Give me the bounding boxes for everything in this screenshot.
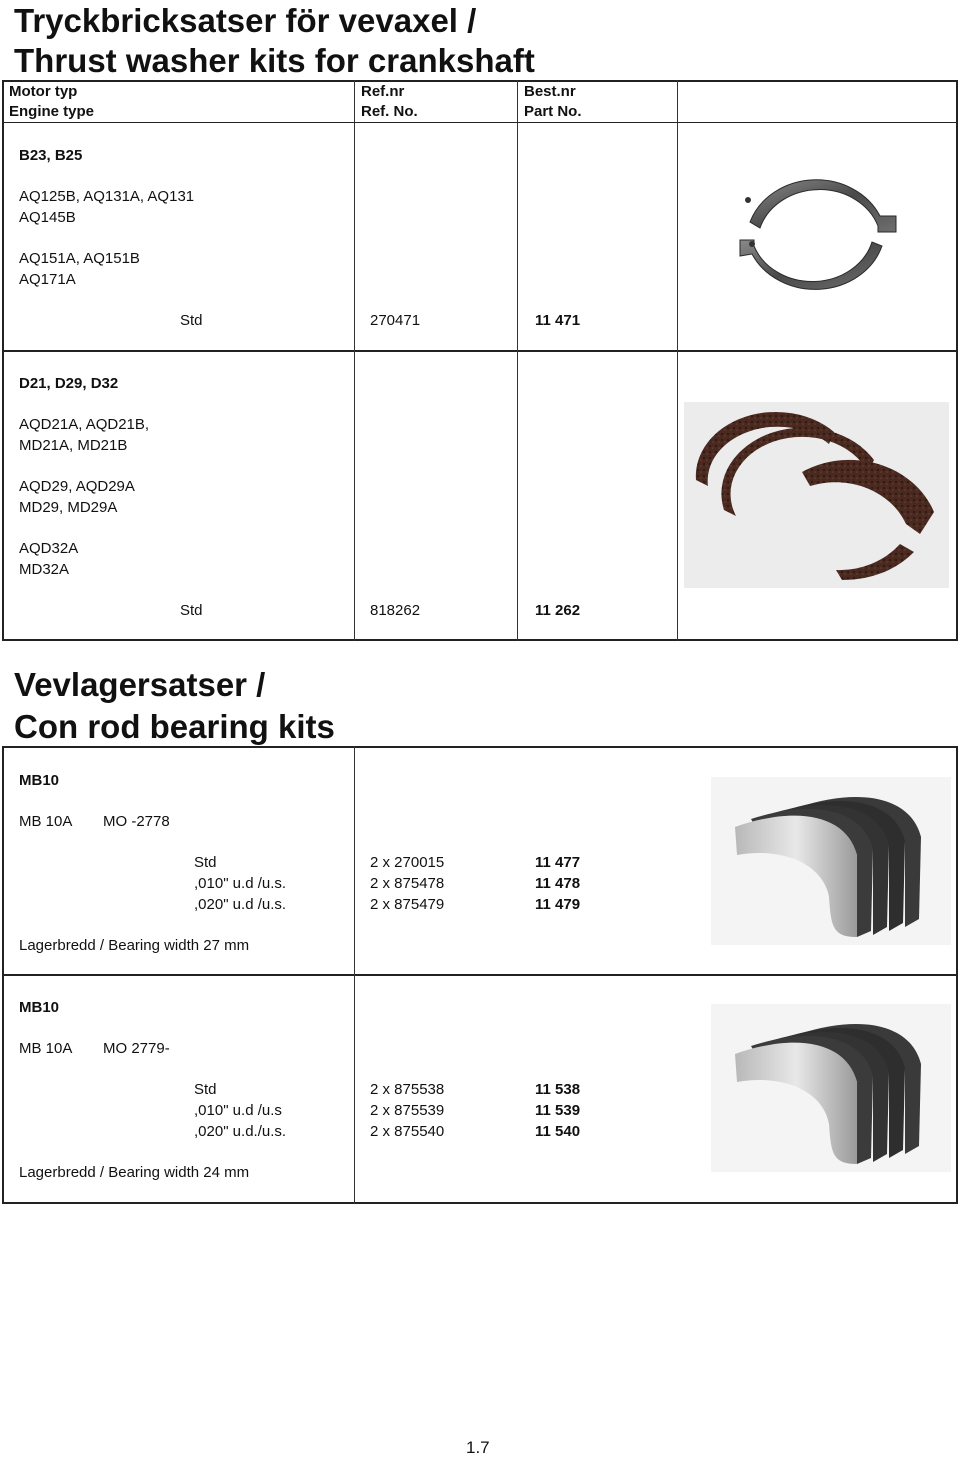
size: ,010" u.d /u.s. (194, 875, 287, 892)
ref-no: 2 x 875478 (370, 875, 445, 892)
header-engine-type: Motor typ Engine type (9, 83, 95, 120)
header-ref-no: Ref.nr Ref. No. (361, 83, 418, 120)
col-divider-ref (354, 80, 355, 641)
model-line: AQ125B, AQ131A, AQ131 (19, 188, 195, 205)
section-title-conrod-en: Con rod bearing kits (14, 708, 335, 745)
col-divider-part (517, 80, 518, 641)
col-divider-image (677, 80, 678, 641)
model-line: MD21A, MD21B (19, 437, 128, 454)
ref-no: 2 x 875538 (370, 1081, 445, 1098)
size-std: Std (180, 312, 203, 329)
section-title-thrust-en: Thrust washer kits for crankshaft (14, 42, 535, 79)
engine-group-b23: B23, B25 (19, 147, 83, 164)
part-no: 11 479 (535, 896, 581, 913)
engine-group-mb10: MB10 (19, 772, 60, 789)
size: Std (194, 1081, 217, 1098)
ref-no: 2 x 875479 (370, 896, 445, 913)
con-rod-bearing-image (711, 777, 951, 945)
col-divider-ref (354, 746, 355, 1204)
row-divider (2, 974, 958, 976)
model-line: AQD29, AQD29A (19, 478, 135, 495)
size: ,010" u.d /u.s (194, 1102, 282, 1119)
section-title-thrust-sv: Tryckbricksatser för vevaxel / (14, 2, 477, 39)
ref-no: 2 x 875539 (370, 1102, 445, 1119)
part-no: 11 471 (535, 312, 581, 329)
size: ,020" u.d /u.s. (194, 896, 287, 913)
ref-no: 2 x 270015 (370, 854, 445, 871)
con-rod-bearing-image (711, 1004, 951, 1172)
header-divider (2, 122, 958, 123)
row-divider (2, 350, 958, 352)
part-no: 11 262 (535, 602, 581, 619)
bearing-width-note: Lagerbredd / Bearing width 27 mm (19, 937, 250, 954)
model-line: AQ151A, AQ151B (19, 250, 140, 267)
thrust-washer-steel-image (732, 160, 904, 310)
ref-no: 2 x 875540 (370, 1123, 445, 1140)
part-no: 11 477 (535, 854, 581, 871)
model-line: MD29, MD29A (19, 499, 118, 516)
model-line: AQ171A (19, 271, 76, 288)
size: Std (194, 854, 217, 871)
bearing-width-note: Lagerbredd / Bearing width 24 mm (19, 1164, 250, 1181)
thrust-washer-coated-image (684, 402, 949, 588)
model: MB 10A (19, 1040, 73, 1057)
model-line: AQD21A, AQD21B, (19, 416, 150, 433)
model-code: MO -2778 (103, 813, 170, 830)
ref-no: 270471 (370, 312, 421, 329)
page-number: 1.7 (466, 1438, 490, 1457)
model-line: AQ145B (19, 209, 76, 226)
size: ,020" u.d./u.s. (194, 1123, 287, 1140)
model-line: MD32A (19, 561, 70, 578)
model-line: AQD32A (19, 540, 79, 557)
size-std: Std (180, 602, 203, 619)
part-no: 11 540 (535, 1123, 581, 1140)
section-title-conrod-sv: Vevlagersatser / (14, 666, 266, 703)
ref-no: 818262 (370, 602, 421, 619)
part-no: 11 478 (535, 875, 581, 892)
part-no: 11 539 (535, 1102, 581, 1119)
part-no: 11 538 (535, 1081, 581, 1098)
model-code: MO 2779- (103, 1040, 170, 1057)
engine-group-d21: D21, D29, D32 (19, 375, 119, 392)
engine-group-mb10: MB10 (19, 999, 60, 1016)
header-part-no: Best.nr Part No. (524, 83, 582, 120)
model: MB 10A (19, 813, 73, 830)
